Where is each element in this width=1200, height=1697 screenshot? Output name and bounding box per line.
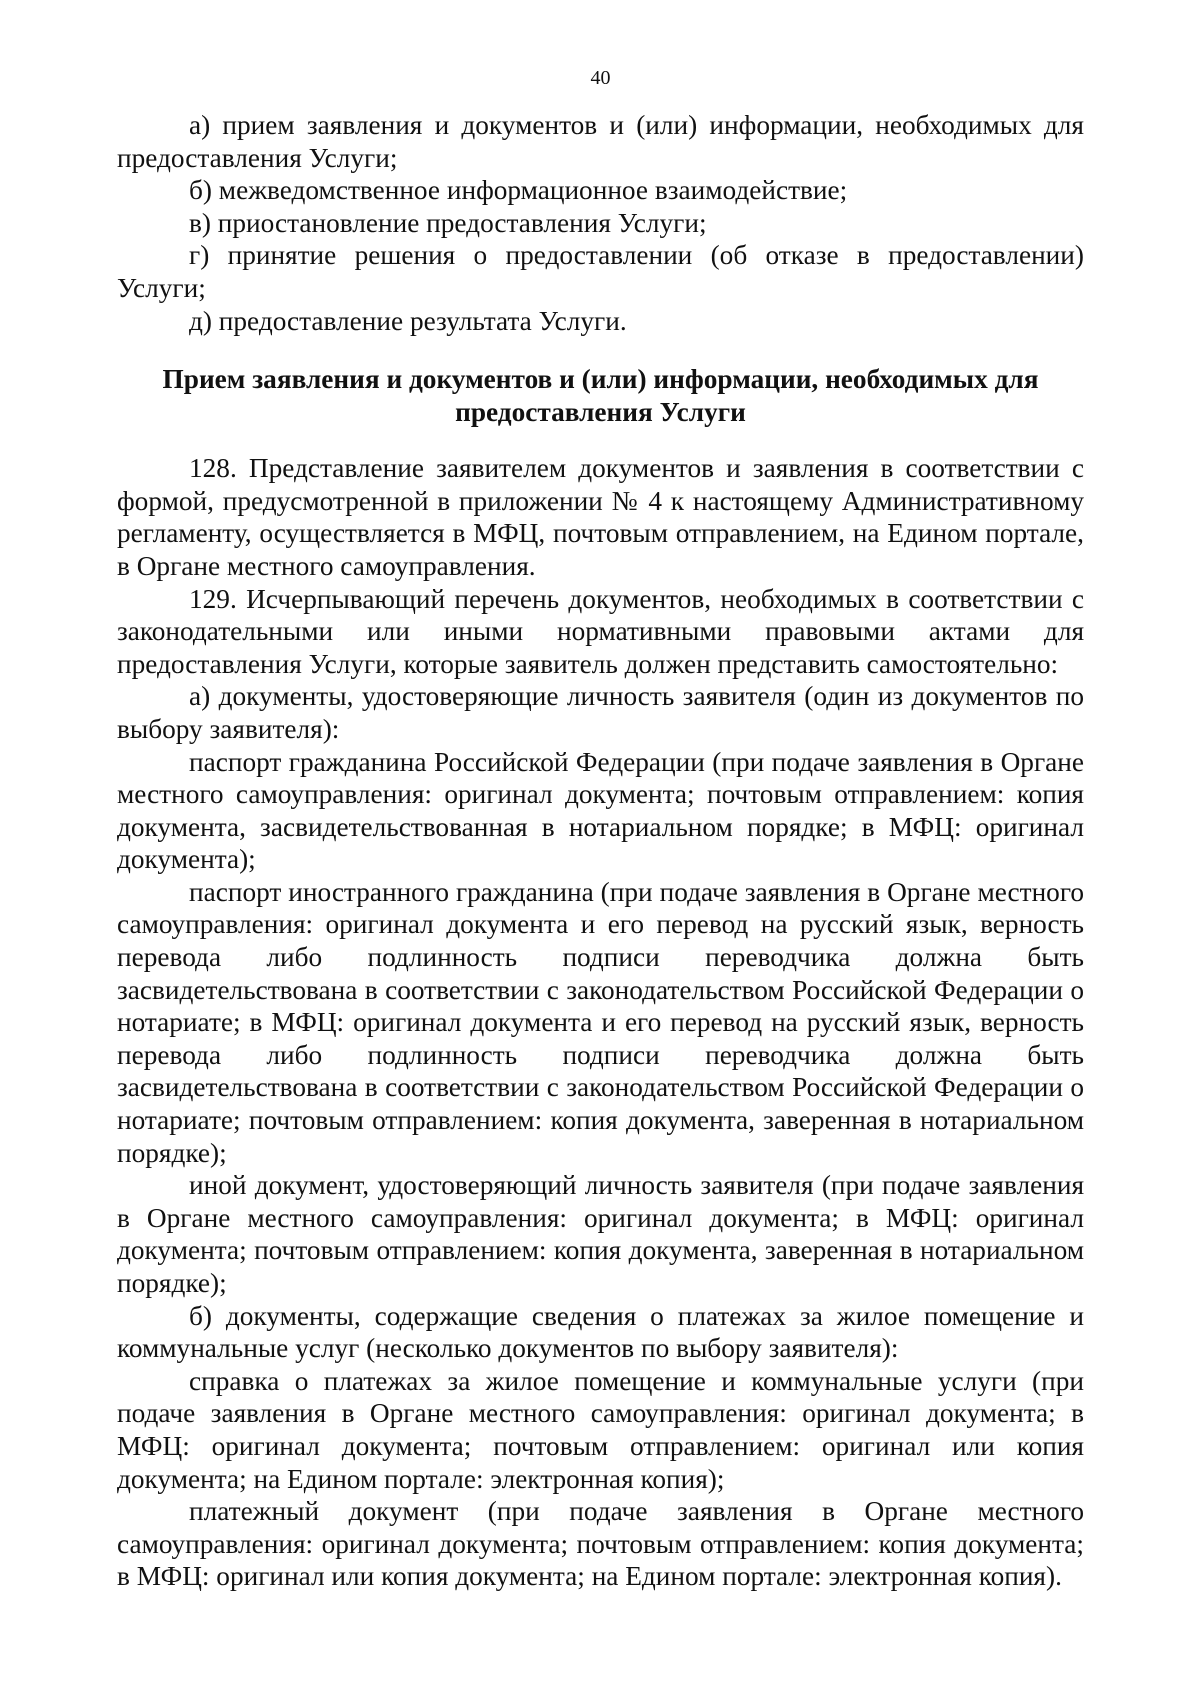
list-item-payment-documents: б) документы, содержащие сведения о платежах за жилое помещение и коммунальные услуг (несколько документов по выбору заявителя): xyxy=(117,1300,1084,1364)
stage-item-g: г) принятие решения о предоставлении (об отказе в предоставлении) Услуги; xyxy=(117,240,1084,303)
list-item-payment-certificate: справка о платежах за жилое помещение и коммунальные услуги (при подаче заявления в Органе местного самоуправления: оригинал документа; в МФЦ: оригинал документа; почтовым отправлением: оригинал или копия документа; на Едином портале: электронная копия); xyxy=(117,1365,1084,1494)
page-number: 40 xyxy=(590,67,611,89)
section-heading-line-2: предоставления Услуги xyxy=(455,397,746,428)
stage-item-d: д) предоставление результата Услуги. xyxy=(189,305,627,336)
list-item-payment-document: платежный документ (при подаче заявления в Органе местного самоуправления: оригинал документа; почтовым отправлением: копия документа; в МФЦ: оригинал или копия документа; на Едином портале: электронная копия). xyxy=(117,1496,1084,1592)
list-item-foreign-passport: паспорт иностранного гражданина (при подаче заявления в Органе местного самоуправления: оригинал документа и его перевод на русский язык, верность перевода либо подлинность подписи переводчика должна быть засвидетельствована в соответствии с законодательством Российской Федерации о нотариате; в МФЦ: оригинал документа и его перевод на русский язык, верность перевода либо подлинность подписи переводчика должна быть засвидетельствована в соответствии с законодательством Российской Федерации о нотариате; почтовым отправлением: копия документа, заверенная в нотариальном порядке); xyxy=(117,876,1084,1168)
stage-item-v: в) приостановление предоставления Услуги; xyxy=(189,207,707,238)
section-heading-line-1: Прием заявления и документов и (или) информации, необходимых для xyxy=(162,364,1039,395)
list-item-identity-documents: а) документы, удостоверяющие личность заявителя (один из документов по выбору заявителя): xyxy=(117,681,1084,744)
stage-item-a: а) прием заявления и документов и (или) информации, необходимых для предоставления Услуги; xyxy=(117,110,1084,173)
stage-item-b: б) межведомственное информационное взаимодействие; xyxy=(189,175,848,206)
paragraph-128: 128. Представление заявителем документов и заявления в соответствии с формой, предусмотренной в приложении № 4 к настоящему Административному регламенту, осуществляется в МФЦ, почтовым отправлением, на Едином портале, в Органе местного самоуправления. xyxy=(117,453,1084,581)
paragraph-129: 129. Исчерпывающий перечень документов, необходимых в соответствии с законодательными или иными нормативными правовыми актами для предоставления Услуги, которые заявитель должен представить самостоятельно: xyxy=(117,583,1084,679)
list-item-russian-passport: паспорт гражданина Российской Федерации (при подаче заявления в Органе местного самоуправления: оригинал документа; почтовым отправлением: копия документа, засвидетельствованная в нотариальном порядке; в МФЦ: оригинал документа); xyxy=(117,746,1084,875)
list-item-other-identity-document: иной документ, удостоверяющий личность заявителя (при подаче заявления в Органе местного самоуправления: оригинал документа; в МФЦ: оригинал документа; почтовым отправлением: копия документа, заверенная в нотариальном порядке); xyxy=(117,1170,1084,1298)
document-page xyxy=(117,66,1084,1593)
section-heading xyxy=(117,363,1084,429)
